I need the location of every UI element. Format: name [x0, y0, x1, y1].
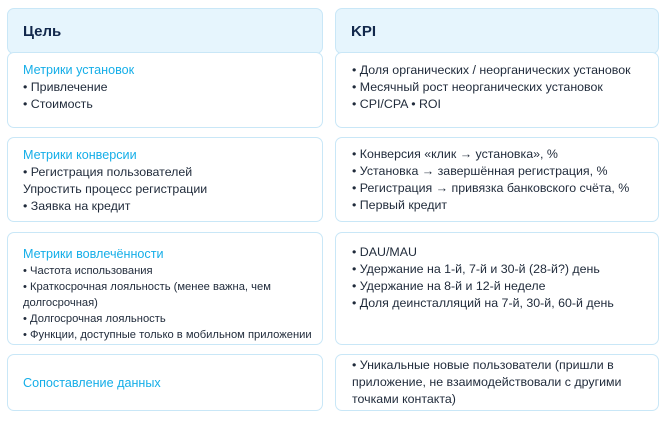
goal-header-cell	[7, 8, 323, 54]
goal-header-label: Цель	[23, 23, 62, 40]
kpi-line: точками контакта)	[352, 392, 456, 406]
kpi-line: • Конверсия «клик → установка», %	[352, 147, 558, 161]
goal-line: • Стоимость	[23, 97, 93, 111]
kpi-cell-installs	[335, 52, 659, 128]
goal-line: долгосрочная)	[23, 297, 98, 309]
goal-line: • Частота использования	[23, 265, 153, 277]
goal-line: • Краткосрочная лояльность (менее важна, чем	[23, 281, 271, 293]
goal-cell-installs	[7, 52, 323, 128]
kpi-cell-engagement	[335, 232, 659, 345]
kpi-line: • Первый кредит	[352, 198, 448, 212]
kpi-header-label: KPI	[351, 23, 377, 40]
goal-cell-data-matching	[7, 354, 323, 411]
kpi-cell-data-matching	[335, 354, 659, 411]
goal-cell-engagement	[7, 232, 323, 345]
goal-cell-conversion	[7, 137, 323, 222]
goal-title: Метрики вовлечённости	[23, 247, 164, 261]
kpi-line: • Доля органических / неорганических установок	[352, 63, 631, 77]
goal-title: Метрики установок	[23, 63, 135, 77]
goal-line: • Функции, доступные только в мобильном приложении	[23, 329, 312, 341]
kpi-cell-conversion	[335, 137, 659, 222]
kpi-line: приложение, не взаимодействовали с другими	[352, 375, 622, 389]
goal-line: • Регистрация пользователей	[23, 165, 193, 179]
kpi-line: • Удержание на 8-й и 12-й неделе	[352, 279, 546, 293]
kpi-line: • Месячный рост неорганических установок	[352, 80, 603, 94]
goal-line: Упростить процесс регистрации	[23, 182, 208, 196]
goal-title: Сопоставление данных	[23, 376, 161, 390]
kpi-line: • Регистрация → привязка банковского счёта, %	[352, 181, 630, 195]
goal-line: • Долгосрочная лояльность	[23, 313, 166, 325]
kpi-line: • Установка → завершённая регистрация, %	[352, 164, 608, 178]
goal-title: Метрики конверсии	[23, 148, 137, 162]
kpi-line: • DAU/MAU	[352, 245, 417, 259]
kpi-line: • CPI/CPA • ROI	[352, 97, 442, 111]
kpi-line: • Доля деинсталляций на 7-й, 30-й, 60-й день	[352, 296, 614, 310]
goal-line: • Привлечение	[23, 80, 108, 94]
kpi-line: • Удержание на 1-й, 7-й и 30-й (28-й?) день	[352, 262, 600, 276]
kpi-line: • Уникальные новые пользователи (пришли в	[352, 358, 614, 372]
kpi-header-cell	[335, 8, 659, 54]
goal-line: • Заявка на кредит	[23, 199, 131, 213]
